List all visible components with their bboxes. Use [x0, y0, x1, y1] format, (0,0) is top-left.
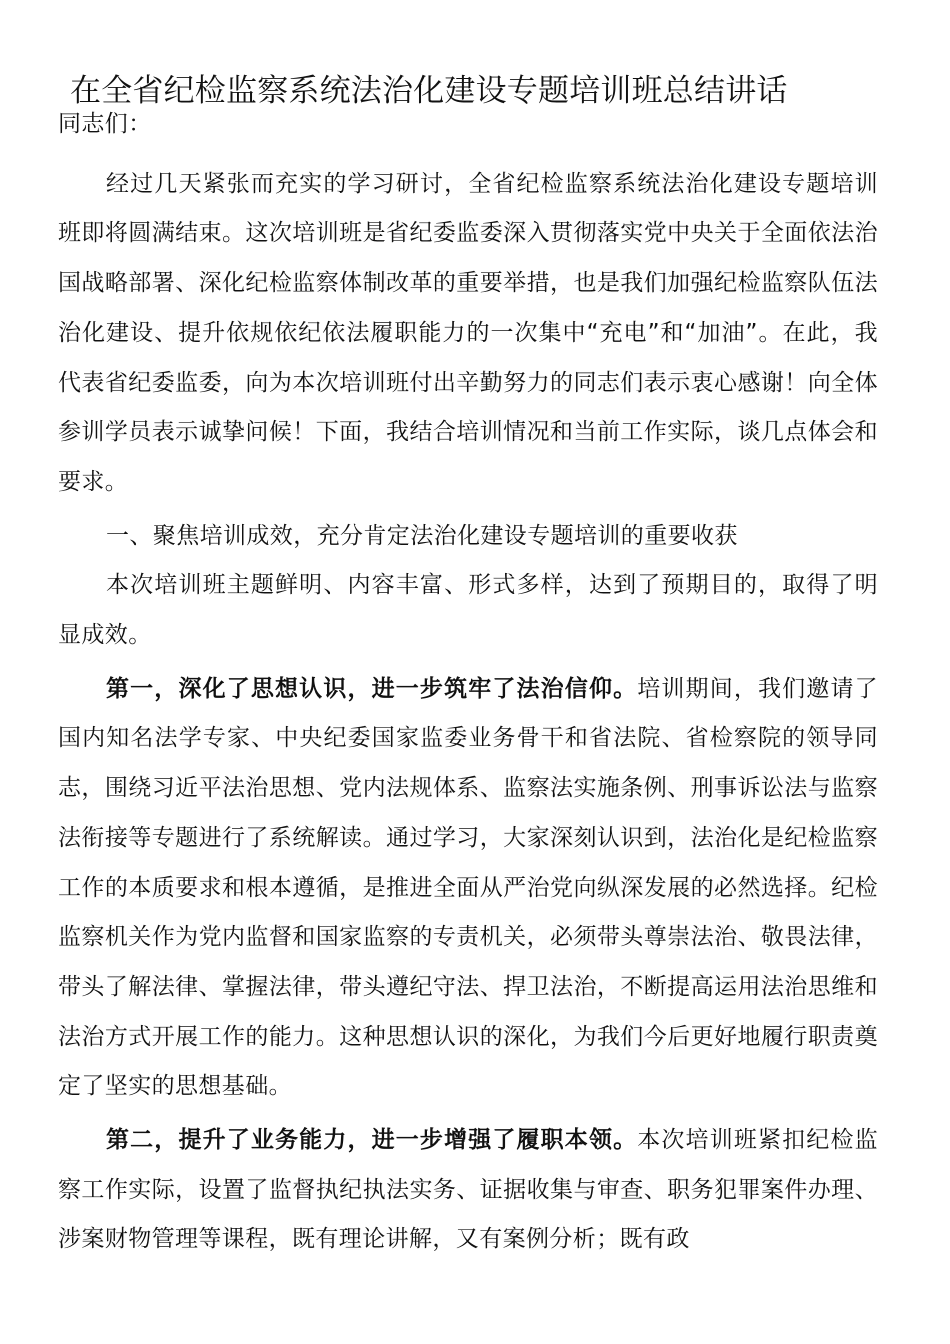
- paragraph-point-1: [58, 665, 878, 1112]
- paragraph-text: 经过几天紧张而充实的学习研讨，全省纪检监察系统法治化建设专题培训班即将圆满结束。这次培训班是省纪委监委深入贯彻落实党中央关于全面依法治国战略部署、深化纪检监察体制改革的重要举措，也是我们加强纪检监察队伍法治化建设、提升依规依纪依法履职能力的一次集中“充电”和“加油”。在此，我代表省纪委监委，向为本次培训班付出辛勤努力的同志们表示衷心感谢！向全体参训学员表示诚挚问候！下面，我结合培训情况和当前工作实际，谈几点体会和要求。: [58, 170, 878, 495]
- paragraph-lead: 第二，提升了业务能力，进一步增强了履职本领。: [106, 1127, 638, 1154]
- paragraph-lead: 第一，深化了思想认识，进一步筑牢了法治信仰。: [106, 675, 638, 702]
- paragraph-intro: [58, 160, 878, 508]
- paragraph-text: 本次培训班紧扣纪检监察工作实际，设置了监督执纪执法实务、证据收集与审查、职务犯罪案件办理、涉案财物管理等课程，既有理论讲解，又有案例分析；既有政: [58, 1127, 878, 1253]
- document-page: [58, 62, 878, 1265]
- paragraph-summary: [58, 561, 878, 660]
- paragraph-point-2: [58, 1116, 878, 1265]
- paragraph-text: 本次培训班主题鲜明、内容丰富、形式多样，达到了预期目的，取得了明显成效。: [58, 572, 878, 649]
- section-heading-text: 一、聚焦培训成效，充分肯定法治化建设专题培训的重要收获: [106, 522, 738, 549]
- section-heading-1: [58, 512, 878, 562]
- greeting: 同志们：: [58, 111, 152, 137]
- paragraph-text: 培训期间，我们邀请了国内知名法学专家、中央纪委国家监委业务骨干和省法院、省检察院的领导同志，围绕习近平法治思想、党内法规体系、监察法实施条例、刑事诉讼法与监察法衔接等专题进行了系统解读。通过学习，大家深刻认识到，法治化是纪检监察工作的本质要求和根本遵循，是推进全面从严治党向纵深发展的必然选择。纪检监察机关作为党内监督和国家监察的专责机关，必须带头尊崇法治、敬畏法律，带头了解法律、掌握法律，带头遵纪守法、捍卫法治，不断提高运用法治思维和法治方式开展工作的能力。这种思想认识的深化，为我们今后更好地履行职责奠定了坚实的思想基础。: [58, 675, 878, 1100]
- document-title: 在全省纪检监察系统法治化建设专题培训班总结讲话: [70, 73, 788, 109]
